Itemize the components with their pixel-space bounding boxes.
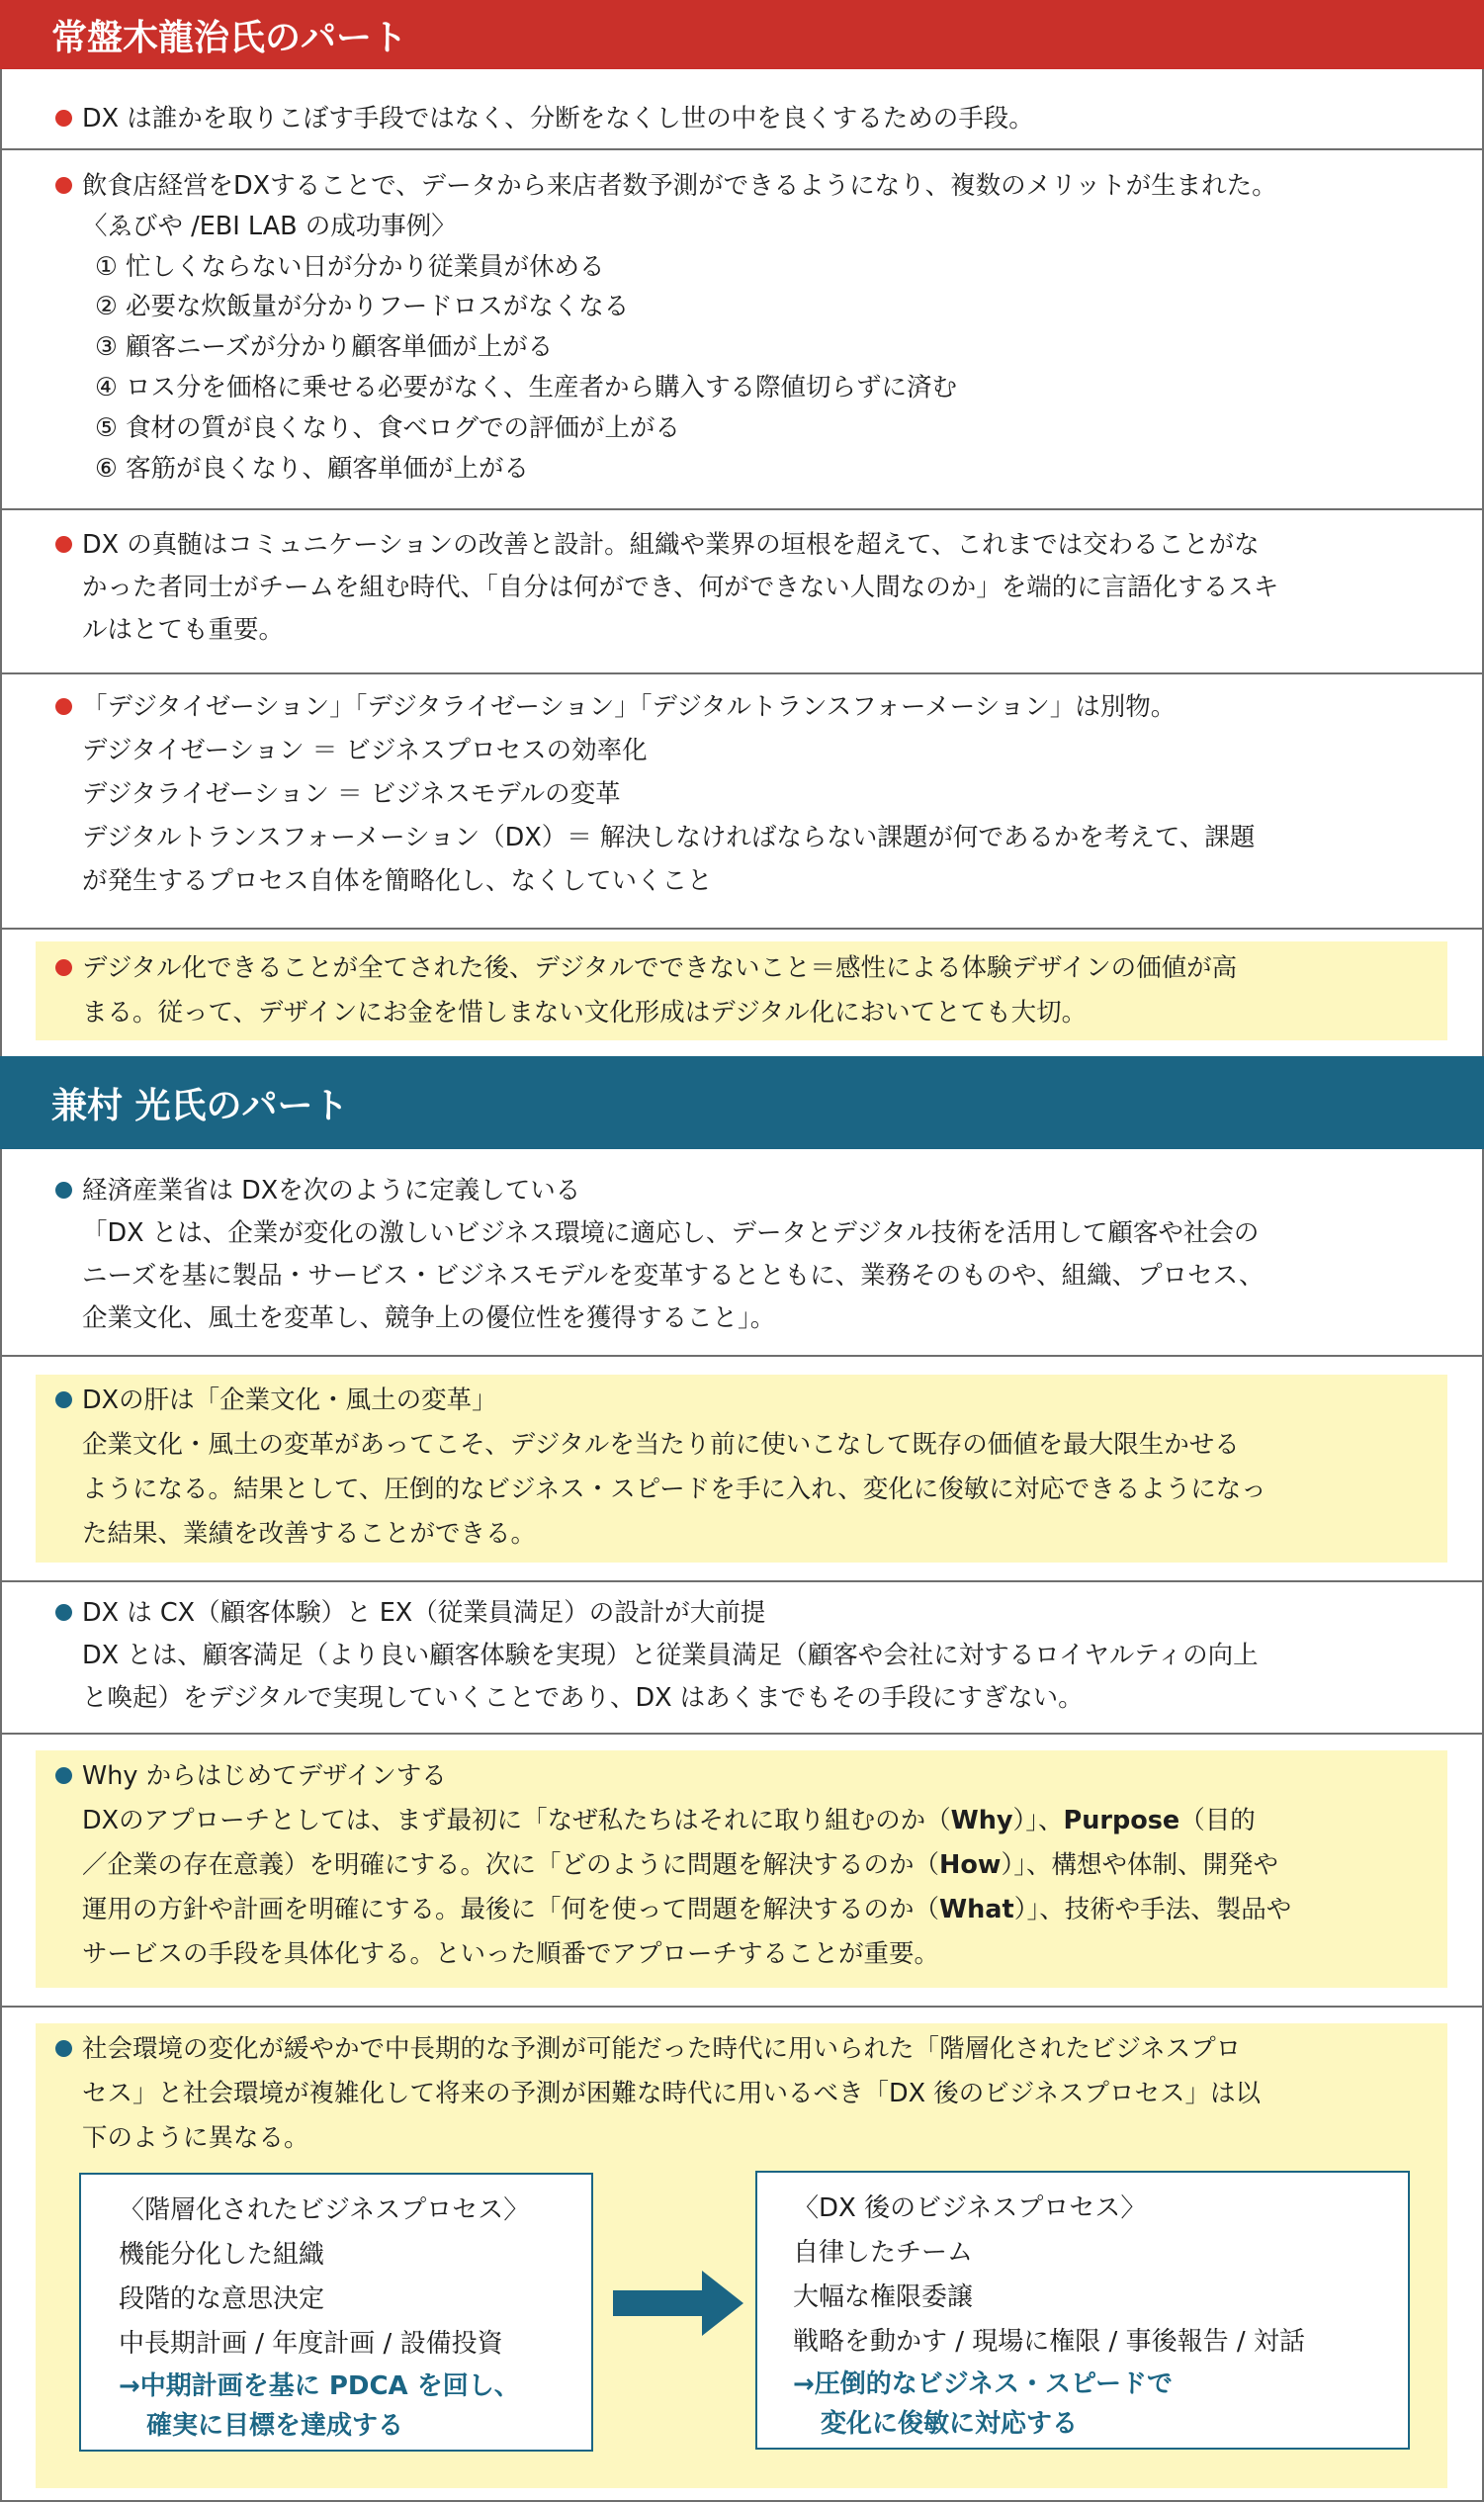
list-item: ② 必要な炊飯量が分かりフードロスがなくなる (95, 292, 630, 322)
divider (0, 1355, 1484, 1357)
dx-process-box: 〈DX 後のビジネスプロセス〉 自律したチーム 大幅な権限委譲 戦略を動かす / 現場に権限 / 事後報告 / 対話 →圧倒的なビジネス・スピードで 変化に俊敏に対応する (755, 2171, 1410, 2450)
left-border-2 (0, 1149, 2, 2502)
divider (0, 672, 1484, 674)
divider (0, 148, 1484, 150)
section1-title: 常盤木龍治氏のパート (0, 0, 1484, 69)
bullet-dot-icon (55, 698, 72, 715)
list-item: ④ ロス分を価格に乗せる必要がなく、生産者から購入する際値切らずに済む (95, 372, 957, 402)
s1-bullet-5-highlight: デジタル化できることが全てされた後、デジタルでできないこと＝感性による体験デザインの価値が高 まる。従って、デザインにお金を惜しまない文化形成はデジタル化においてとても大切。 (36, 941, 1447, 1040)
divider (0, 928, 1484, 930)
bullet-dot-icon (55, 959, 72, 976)
bullet-dot-icon (55, 536, 72, 553)
s2-bullet-3: DX は CX（顧客体験）と EX（従業員満足）の設計が大前提 DX とは、顧客満足（より良い顧客体験を実現）と従業員満足（顧客や会社に対するロイヤルティの向上 と喚起）をデジタルで実現していくことであり、DX はあくまでもその手段にすぎない。 (36, 1592, 1447, 1720)
left-border (0, 69, 2, 1056)
box-title: 〈階層化されたビジネスプロセス〉 (119, 2195, 530, 2225)
bullet-dot-icon (55, 1604, 72, 1621)
divider (0, 2006, 1484, 2008)
divider (0, 1733, 1484, 1735)
divider (0, 508, 1484, 510)
bullet-dot-icon (55, 2040, 72, 2057)
s2-bullet-2-highlight: DXの肝は「企業文化・風土の変革」 企業文化・風土の変革があってこそ、デジタルを当たり前に使いこなして既存の価値を最大限生かせる ようになる。結果として、圧倒的なビジネス・スピードを手に入れ、変化に俊敏に対応できるようになっ た結果、業績を改善することができる。 (36, 1375, 1447, 1563)
bullet-dot-icon (55, 177, 72, 194)
case-study-heading: 〈ゑびや /EBI LAB の成功事例〉 (82, 211, 457, 241)
list-item: ⑤ 食材の質が良くなり、食べログでの評価が上がる (95, 412, 680, 443)
bullet-dot-icon (55, 1182, 72, 1199)
hierarchical-process-box: 〈階層化されたビジネスプロセス〉 機能分化した組織 段階的な意思決定 中長期計画 / 年度計画 / 設備投資 →中期計画を基に PDCA を回し、 確実に目標を達成する (79, 2173, 593, 2452)
s1-bullet-2: 飲食店経営をDXすることで、データから来店者数予測ができるようになり、複数のメリットが生まれた。 〈ゑびや /EBI LAB の成功事例〉 ① 忙しくならない日が分かり従業員が休める ② 必要な炊飯量が分かりフードロスがなくなる ③ 顧客ニーズが分かり顧客単価が上がる ④ ロス分を価格に乗せる必要がなく、生産者から購入する際値切らずに済む ⑤ 食材の質が良くなり、食べログでの評価が上がる ⑥ 客筋が良くなり、顧客単価が上がる (36, 166, 1447, 489)
box-title: 〈DX 後のビジネスプロセス〉 (793, 2193, 1147, 2223)
list-item: ① 忙しくならない日が分かり従業員が休める (95, 251, 605, 282)
bullet-dot-icon (55, 1391, 72, 1408)
section2-title: 兼村 光氏のパート (0, 1056, 1484, 1149)
s1-bullet-3: DX の真髄はコミュニケーションの改善と設計。組織や業界の垣根を超えて、これまでは交わることがな かった者同士がチームを組む時代、「自分は何ができ、何ができない人間なのか」を端的に言語化するスキ ルはとても重要。 (36, 524, 1447, 652)
divider (0, 1580, 1484, 1582)
s2-bullet-4-highlight: Why からはじめてデザインする DXのアプローチとしては、まず最初に「なぜ私たちはそれに取り組むのか（Why）」、Purpose（目的 ／企業の存在意義）を明確にする。次に「どのように問題を解決するのか（How）」、構想や体制、開発や 運用の方針や計画を明確にする。最後に「何を使って問題を解決するのか（What）」、技術や手法、製品や サービスの手段を具体化する。といった順番でアプローチすることが重要。 (36, 1750, 1447, 1988)
bullet-dot-icon (55, 1767, 72, 1784)
bullet-dot-icon (55, 110, 72, 127)
s2-bullet-5-highlight: 社会環境の変化が緩やかで中長期的な予測が可能だった時代に用いられた「階層化されたビジネスプロ セス」と社会環境が複雑化して将来の予測が困難な時代に用いるべき「DX 後のビジネスプロセス」は以 下のように異なる。 (36, 2023, 1447, 2488)
s1-bullet-4: 「デジタイゼーション」「デジタライゼーション」「デジタルトランスフォーメーション」は別物。 デジタイゼーション ＝ ビジネスプロセスの効率化 デジタライゼーション ＝ ビジネスモデルの変革 デジタルトランスフォーメーション（DX）＝ 解決しなければならない課題が何であるかを考えて、課題 が発生するプロセス自体を簡略化し、なくしていくこと (36, 685, 1447, 903)
s1-bullet-1: DX は誰かを取りこぼす手段ではなく、分断をなくし世の中を良くするための手段。 (36, 99, 1447, 139)
s2-bullet-1: 経済産業省は DXを次のように定義している 「DX とは、企業が変化の激しいビジネス環境に適応し、データとデジタル技術を活用して顧客や社会の ニーズを基に製品・サービス・ビジネスモデルを変革するとともに、業務そのものや、組織、プロセス、 企業文化、風土を変革し、競争上の優位性を獲得すること」。 (36, 1170, 1447, 1340)
list-item: ⑥ 客筋が良くなり、顧客単価が上がる (95, 453, 529, 484)
list-item: ③ 顧客ニーズが分かり顧客単価が上がる (95, 332, 554, 363)
right-arrow-icon (613, 2269, 751, 2338)
